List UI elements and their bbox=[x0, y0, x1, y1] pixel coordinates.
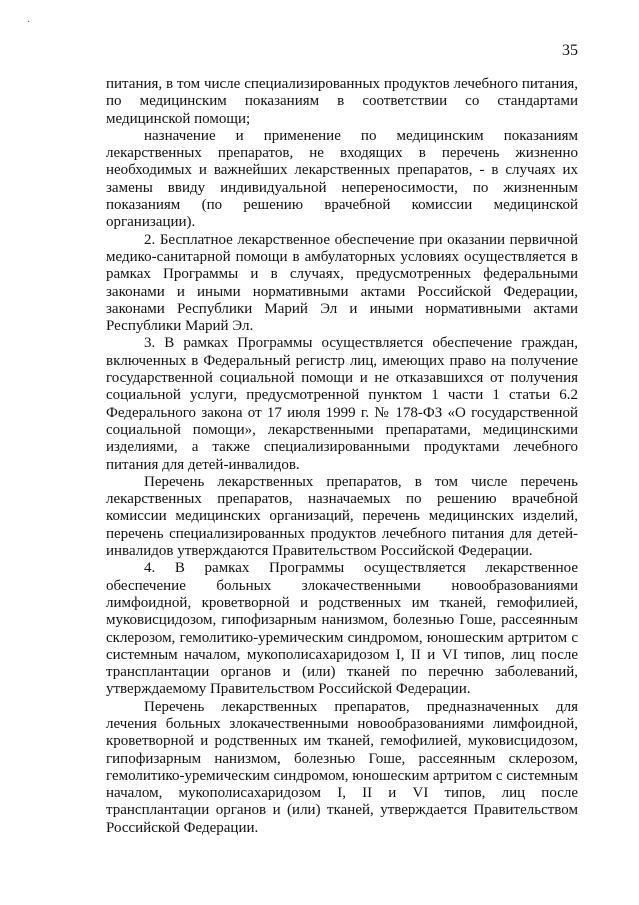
paragraph-continuation: питания, в том числе специализированных продуктов лечебного питания, по медицинским показаниям в соответствии со стандартами медицинской помощи; bbox=[106, 76, 578, 127]
paragraph-prescription: назначение и применение по медицинским показаниям лекарственных препаратов, не входящих в перечень жизненно необходимых и важнейших лекарственных препаратов, - в случаях их замены ввиду индивидуальной непереносимости, по жизненным показаниям (по решению врачебной комиссии медицинской организации). bbox=[106, 127, 578, 231]
document-body bbox=[106, 76, 578, 837]
paragraph-list-item-3: Перечень лекарственных препаратов, в том числе перечень лекарственных препаратов, назначаемых по решению врачебной комиссии медицинских организаций, перечень медицинских изделий, перечень специализированных продуктов лечебного питания для детей-инвалидов утверждаются Правительством Российской Федерации. bbox=[106, 473, 578, 560]
paragraph-item-3: 3. В рамках Программы осуществляется обеспечение граждан, включенных в Федеральный регистр лиц, имеющих право на получение государственной социальной помощи и не отказавшихся от получения социальной услуги, предусмотренной пунктом 1 части 1 статьи 6.2 Федерального закона от 17 июля 1999 г. № 178-ФЗ «О государственной социальной помощи», лекарственными препаратами, медицинскими изделиями, а также специализированными продуктами лечебного питания для детей-инвалидов. bbox=[106, 335, 578, 473]
paragraph-item-4: 4. В рамках Программы осуществляется лекарственное обеспечение больных злокачественными новообразованиями лимфоидной, кроветворной и родственных им тканей, гемофилией, муковисцидозом, гипофизарным нанизмом, болезнью Гоше, рассеянным склерозом, гемолитико-уремическим синдромом, юношеским артритом с системным началом, мукополисахаридозом I, II и VI типов, лиц после трансплантации органов и (или) тканей по перечню заболеваний, утверждаемому Правительством Российской Федерации. bbox=[106, 560, 578, 698]
page-number: 35 bbox=[562, 42, 578, 59]
paragraph-item-2: 2. Бесплатное лекарственное обеспечение при оказании первичной медико-санитарной помощи в амбулаторных условиях осуществляется в рамках Программы и в случаях, предусмотренных федеральными законами и иными нормативными актами Российской Федерации, законами Республики Марий Эл и иными нормативными актами Республики Марий Эл. bbox=[106, 231, 578, 335]
corner-mark: · bbox=[27, 17, 31, 28]
paragraph-list-item-4: Перечень лекарственных препаратов, предназначенных для лечения больных злокачественными новообразованиями лимфоидной, кроветворной и родственных им тканей, гемофилией, муковисцидозом, гипофизарным нанизмом, болезнью Гоше, рассеянным склерозом, гемолитико-уремическим синдромом, юношеским артритом с системным началом, мукополисахаридозом I, II и VI типов, лиц после трансплантации органов и (или) тканей, утверждается Правительством Российской Федерации. bbox=[106, 698, 578, 836]
